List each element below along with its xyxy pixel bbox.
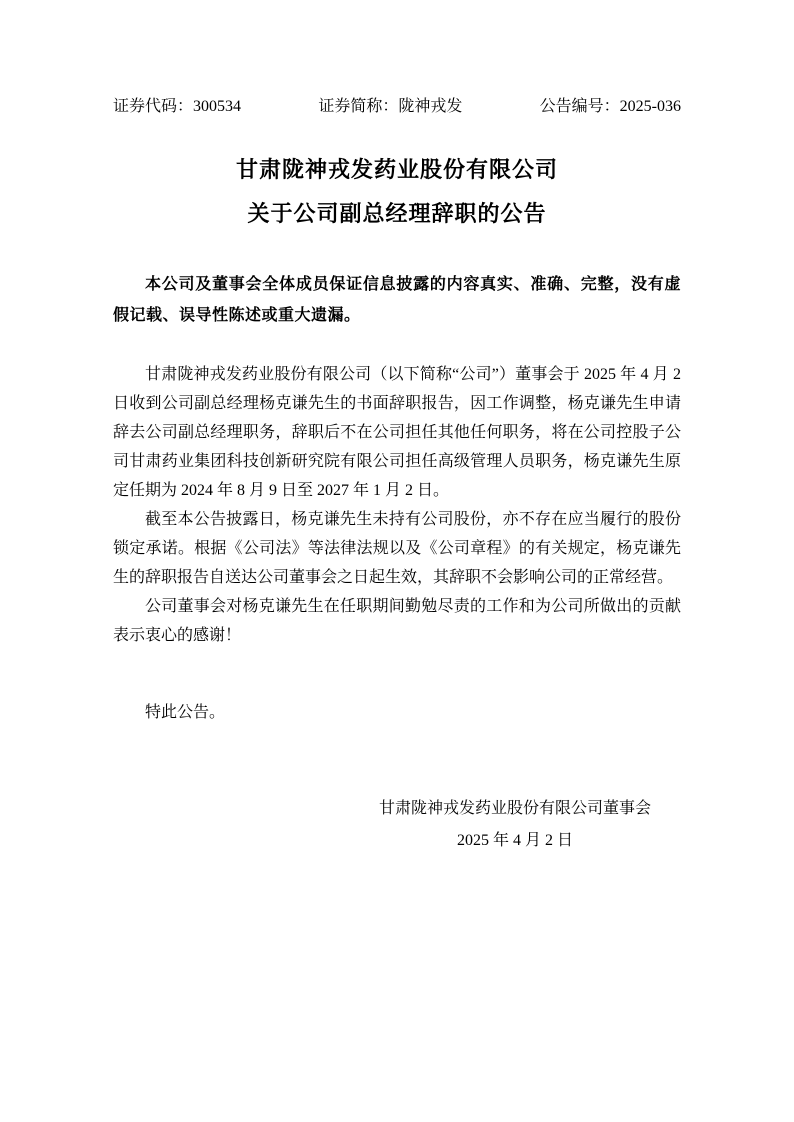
closing-statement: 特此公告。 [145,704,226,721]
signature-block [379,793,651,857]
document-header [113,97,681,117]
disclaimer-statement: 本公司及董事会全体成员保证信息披露的内容真实、准确、完整，没有虚假记载、误导性陈述或重大遗漏。 [113,276,681,324]
body-paragraph-2: 截至本公告披露日，杨克谦先生未持有公司股份，亦不存在应当履行的股份锁定承诺。根据《公司法》等法律法规以及《公司章程》的有关规定，杨克谦先生的辞职报告自送达公司董事会之日起生效，其辞职不会影响公司的正常经营。 [113,511,681,586]
body-paragraph-3: 公司董事会对杨克谦先生在任职期间勤勉尽责的工作和为公司所做出的贡献表示衷心的感谢！ [113,598,681,644]
signature-company: 甘肃陇神戎发药业股份有限公司董事会 [378,800,651,817]
signature-area [113,793,681,857]
announcement-number: 公告编号：2025-036 [539,98,681,115]
body-paragraph-1: 甘肃陇神戎发药业股份有限公司（以下简称“公司”）董事会于 2025 年 4 月 2 日收到公司副总经理杨克谦先生的书面辞职报告，因工作调整，杨克谦先生申请辞去公司副总经理职务，辞职后不在公司担任其他任何职务，将在公司控股子公司甘肃药业集团科技创新研究院有限公司担任高级管理人员职务，杨克谦先生原定任期为 2024 年 8 月 9 日至 2027 年 1 月 2 日。 [113,366,681,499]
title-announcement-subject: 关于公司副总经理辞职的公告 [247,201,547,226]
title-company-name: 甘肃陇神戎发药业股份有限公司 [235,157,558,182]
signature-date: 2025 年 4 月 2 日 [456,832,573,849]
stock-code: 证券代码：300534 [113,98,242,115]
stock-short-name: 证券简称：陇神戎发 [318,98,463,115]
